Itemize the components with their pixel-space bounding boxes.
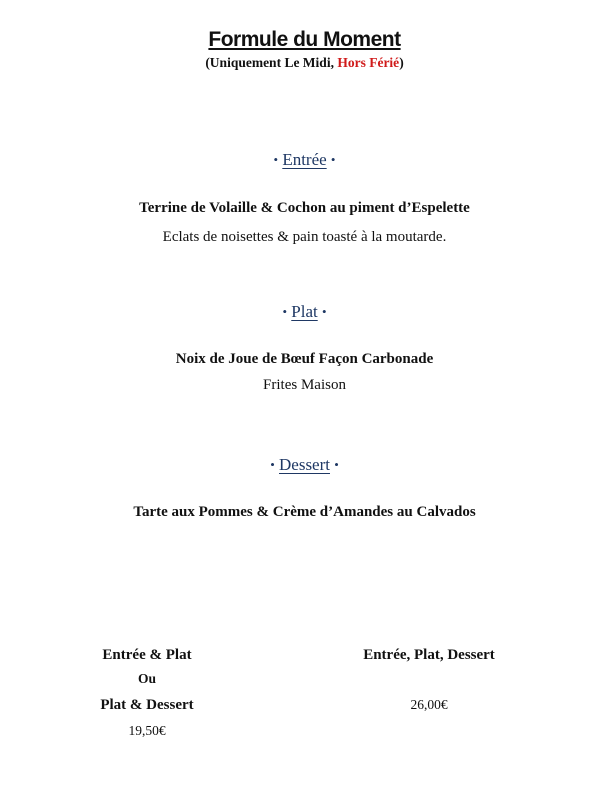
dish-plat: Noix de Joue de Bœuf Façon Carbonade bbox=[175, 351, 434, 367]
formula-or: Ou bbox=[137, 671, 156, 686]
pricing-left bbox=[47, 645, 247, 743]
bullet-icon: • bbox=[273, 152, 279, 167]
section-heading-plat bbox=[0, 302, 609, 322]
formula-option-three-courses: Entrée, Plat, Dessert bbox=[363, 647, 495, 663]
section-heading-dessert bbox=[0, 455, 609, 475]
price-two-courses: 19,50€ bbox=[128, 723, 166, 738]
page-subtitle bbox=[0, 55, 609, 71]
pricing-right bbox=[329, 645, 529, 715]
formula-option-plat-dessert: Plat & Dessert bbox=[100, 697, 194, 713]
bullet-icon: • bbox=[321, 304, 327, 319]
section-label-plat: Plat bbox=[291, 302, 318, 321]
dish-entree: Terrine de Volaille & Cochon au piment d’Espelette bbox=[139, 200, 470, 216]
section-label-entree: Entrée bbox=[282, 150, 327, 169]
subtitle-open: (Uniquement Le Midi, bbox=[205, 55, 338, 70]
description-plat: Frites Maison bbox=[263, 377, 346, 393]
price-three-courses: 26,00€ bbox=[410, 697, 448, 712]
bullet-icon: • bbox=[330, 152, 336, 167]
section-heading-entree bbox=[0, 150, 609, 170]
formula-option-entree-plat: Entrée & Plat bbox=[102, 647, 192, 663]
subtitle-close: ) bbox=[399, 55, 404, 70]
description-entree: Eclats de noisettes & pain toasté à la moutarde. bbox=[162, 229, 447, 245]
bullet-icon: • bbox=[334, 457, 339, 472]
page-title: Formule du Moment bbox=[208, 28, 401, 51]
bullet-icon: • bbox=[282, 304, 288, 319]
section-label-dessert: Dessert bbox=[279, 455, 330, 474]
dish-dessert: Tarte aux Pommes & Crème d’Amandes au Calvados bbox=[133, 504, 476, 520]
bullet-icon: • bbox=[270, 457, 275, 472]
subtitle-highlight: Hors Férié bbox=[337, 55, 400, 70]
